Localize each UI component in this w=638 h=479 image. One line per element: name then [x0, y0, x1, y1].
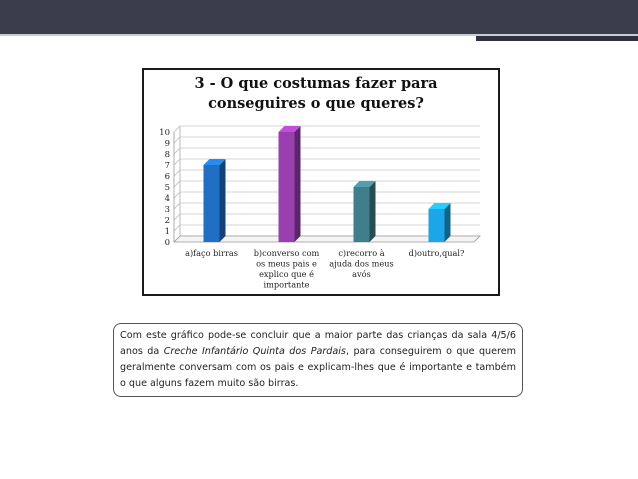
x-tick-label-3-line-1: c)recorro à	[338, 248, 385, 258]
gridline-side-9	[174, 137, 180, 143]
top-bar-accent	[476, 36, 638, 41]
x-tick-label-2-line-3: explico que é	[259, 269, 314, 279]
x-tick-label-4-line-1: d)outro,qual?	[408, 248, 465, 258]
gridline-side-6	[174, 170, 180, 176]
x-tick-label-1	[185, 248, 238, 258]
bar-side-3	[370, 181, 376, 242]
y-tick-label-1: 1	[164, 227, 170, 237]
chart-title-line-1: 3 - O que costumas fazer para	[194, 75, 438, 92]
y-tick-label-4: 4	[164, 194, 170, 204]
gridline-side-3	[174, 203, 180, 209]
y-tick-label-5: 5	[164, 183, 170, 193]
bar-side-1	[220, 159, 226, 242]
x-tick-label-2-line-4: importante	[263, 279, 310, 290]
bar-side-4	[445, 203, 451, 242]
x-tick-label-2-line-2: os meus pais e	[256, 258, 317, 269]
x-tick-label-2-line-1: b)converso com	[253, 248, 320, 258]
y-tick-label-8: 8	[164, 150, 170, 160]
x-tick-label-4	[409, 248, 465, 258]
gridline-side-8	[174, 148, 180, 154]
gridline-side-2	[174, 214, 180, 220]
y-tick-label-0: 0	[164, 238, 170, 248]
top-bar	[0, 0, 638, 34]
caption-part2: , para conseguirem o que querem geralmente conversam com os pais e explicam-lhes que é importante e também o que alguns fazem muito são birras.	[120, 346, 516, 389]
x-tick-label-1-line-1: a)faço birras	[185, 248, 238, 258]
y-tick-label-9: 9	[164, 139, 170, 149]
x-tick-label-3	[329, 248, 393, 279]
caption-box	[113, 323, 523, 397]
gridline-side-1	[174, 225, 180, 231]
y-tick-label-3: 3	[164, 205, 170, 215]
x-tick-label-3-line-2: ajuda dos meus	[329, 258, 394, 269]
chart-title-line-2: conseguires o que queres?	[208, 95, 424, 112]
y-tick-label-7: 7	[164, 161, 170, 171]
bar-2	[279, 132, 295, 242]
bar-4	[429, 209, 445, 242]
gridline-side-4	[174, 192, 180, 198]
bar-1	[204, 165, 220, 242]
x-tick-label-2	[254, 248, 320, 290]
gridline-side-10	[174, 126, 180, 132]
bar-3	[354, 187, 370, 242]
y-tick-label-10: 10	[159, 128, 170, 138]
caption-part1: Com este gráfico pode-se concluir que a maior parte das crianças da sala 4/5/6 anos da	[120, 330, 516, 357]
caption-creche-name: Creche Infantário Quinta dos Pardais	[163, 346, 346, 357]
gridline-side-7	[174, 159, 180, 165]
caption-text	[120, 328, 516, 392]
gridline-side-5	[174, 181, 180, 187]
y-tick-label-6: 6	[164, 172, 170, 182]
x-tick-label-3-line-3: avós	[352, 269, 371, 279]
y-tick-label-2: 2	[164, 216, 170, 226]
bar-side-2	[295, 126, 301, 242]
bar-chart	[144, 70, 498, 294]
chart-frame	[142, 68, 500, 296]
